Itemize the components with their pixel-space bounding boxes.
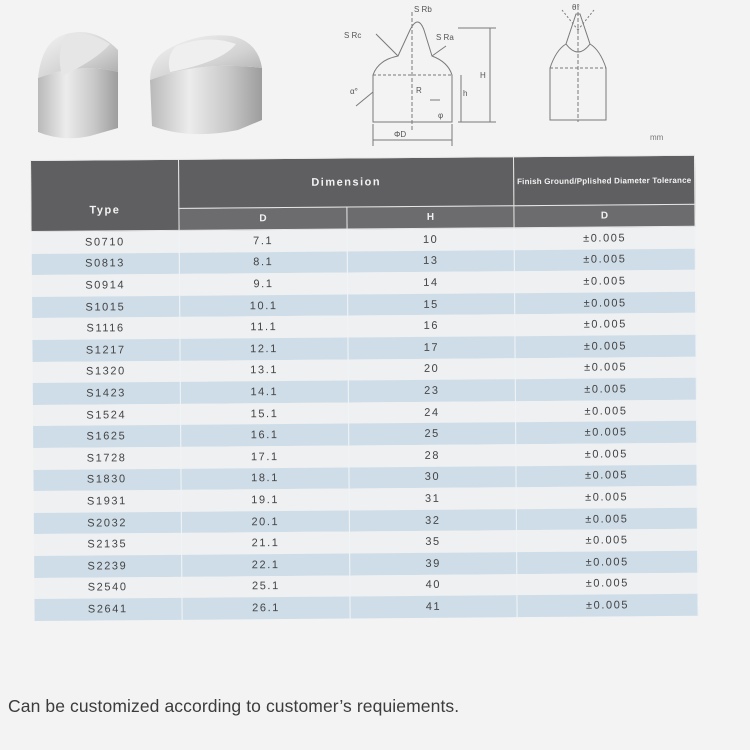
cell-h: 23 [348,379,515,402]
cell-d: 15.1 [180,402,348,425]
cell-d: 13.1 [180,359,348,382]
cell-type: S0914 [31,274,179,297]
cell-tolerance: ±0.005 [517,572,698,595]
cell-d: 18.1 [181,467,349,490]
cell-h: 32 [349,509,516,532]
header-h: H [347,206,514,229]
cell-type: S1931 [33,490,181,513]
cell-d: 22.1 [182,553,350,576]
cell-type: S2641 [34,598,182,621]
cell-tolerance: ±0.005 [515,356,696,379]
cell-tolerance: ±0.005 [515,335,696,358]
cell-h: 28 [349,444,516,467]
header-dimension: Dimension [178,157,513,209]
cell-type: S1116 [32,317,180,340]
cell-type: S2540 [34,576,182,599]
cell-tolerance: ±0.005 [515,292,696,315]
insert-photo-left [38,32,118,138]
cell-tolerance: ±0.005 [515,313,696,336]
label-phi: φ [438,111,444,120]
cell-d: 11.1 [180,316,348,339]
cell-d: 20.1 [181,510,349,533]
cell-type: S2239 [34,555,182,578]
cell-d: 7.1 [179,229,347,252]
cell-d: 16.1 [181,424,349,447]
cell-h: 31 [349,487,516,510]
cell-h: 15 [348,293,515,316]
cell-h: 17 [348,336,515,359]
cell-h: 20 [348,358,515,381]
cell-h: 30 [349,466,516,489]
cell-type: S1625 [33,425,181,448]
header-type: Type [31,159,180,231]
cell-tolerance: ±0.005 [514,270,695,293]
cell-d: 12.1 [180,337,348,360]
cell-type: S0813 [31,252,179,275]
technical-drawing-side [356,12,496,146]
label-h-large: H [480,71,486,80]
cell-h: 39 [350,552,517,575]
cell-h: 35 [349,531,516,554]
cell-type: S0710 [31,230,179,253]
header-finish-tolerance: Finish Ground/Pplished Diameter Tolerance [514,155,695,205]
cell-type: S1217 [32,339,180,362]
cell-tolerance: ±0.005 [515,400,696,423]
cell-tolerance: ±0.005 [517,551,698,574]
label-r: R [416,86,422,95]
cell-d: 8.1 [179,251,347,274]
footer-note: Can be customized according to customer’s requiements. [8,696,460,716]
product-figures [0,0,750,160]
cell-tolerance: ±0.005 [517,594,698,617]
cell-h: 24 [348,401,515,424]
label-theta: θ° [572,3,580,12]
table-body [31,226,698,620]
technical-drawing-labels [344,5,486,139]
cell-d: 19.1 [181,489,349,512]
cell-tolerance: ±0.005 [516,421,697,444]
cell-tolerance: ±0.005 [515,378,696,401]
header-d: D [179,207,347,230]
label-d: ΦD [394,130,407,139]
cell-type: S2135 [33,533,181,556]
label-src: S Rc [344,31,362,40]
cell-type: S1015 [32,296,180,319]
cell-type: S1728 [33,447,181,470]
cell-d: 25.1 [182,575,350,598]
cell-tolerance: ±0.005 [516,443,697,466]
cell-tolerance: ±0.005 [514,248,695,271]
cell-h: 25 [349,423,516,446]
cell-type: S1320 [32,360,180,383]
label-alpha: α° [350,87,358,96]
cell-h: 14 [347,271,514,294]
cell-tolerance: ±0.005 [514,226,695,250]
header-tol-d: D [514,204,695,227]
technical-drawing-front [550,6,606,122]
cell-tolerance: ±0.005 [516,529,697,552]
spec-table [30,155,699,621]
cell-d: 26.1 [182,597,350,620]
label-sra: S Ra [436,33,454,42]
cell-tolerance: ±0.005 [516,464,697,487]
label-h-small: h [463,89,468,98]
cell-d: 9.1 [179,273,347,296]
table-row [34,594,698,621]
unit-label: mm [650,133,664,142]
cell-h: 41 [350,595,517,618]
cell-type: S2032 [33,512,181,535]
cell-h: 40 [350,574,517,597]
figures-svg [0,0,750,160]
cell-tolerance: ±0.005 [516,486,697,509]
cell-d: 21.1 [181,532,349,555]
cell-type: S1423 [32,382,180,405]
cell-h: 10 [347,228,514,251]
cell-type: S1830 [33,468,181,491]
cell-h: 13 [347,250,514,273]
cell-type: S1524 [32,404,180,427]
cell-tolerance: ±0.005 [516,507,697,530]
cell-d: 14.1 [180,381,348,404]
insert-photo-right [150,35,262,134]
cell-d: 10.1 [180,294,348,317]
cell-h: 16 [348,315,515,338]
cell-d: 17.1 [181,445,349,468]
label-srb: S Rb [414,5,432,14]
table-header-row [31,155,695,209]
